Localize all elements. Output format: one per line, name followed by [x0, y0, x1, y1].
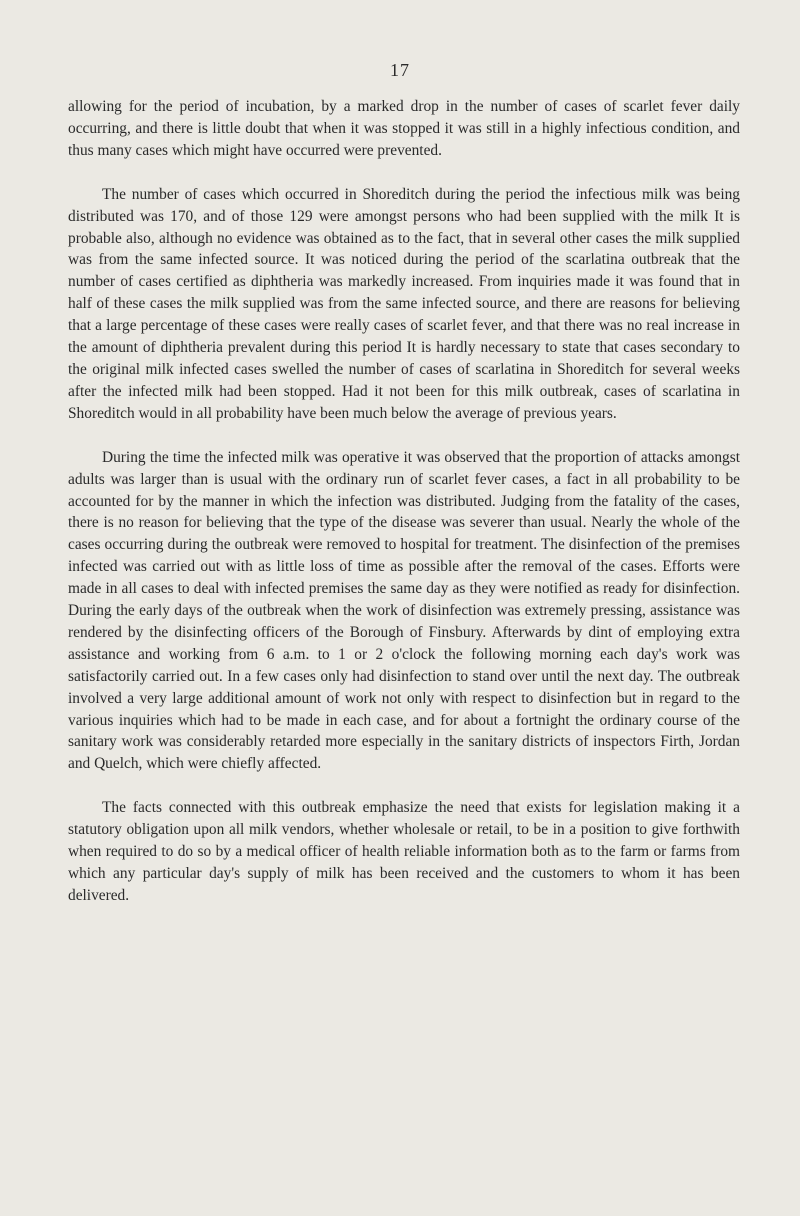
paragraph-legislation: The facts connected with this outbreak emphasize the need that exists for legislation making it a statutory obligation upon all milk vendors, whether wholesale or retail, to be in a position to give forthwith when required to do so by a medical officer of health reliable information both as to the farm or farms from which any particular day's supply of milk has been received and the customers to whom it has been delivered. — [68, 799, 740, 904]
paragraph-incubation: allowing for the period of incubation, by a marked drop in the number of cases of scarlet fever daily occurring, and there is little doubt that when it was stopped it was still in a highly infectious condition, and thus many cases which might have occurred were prevented. — [68, 98, 740, 159]
body-text — [68, 96, 740, 929]
page-number: 17 — [390, 60, 410, 80]
paragraph-shoreditch-cases: The number of cases which occurred in Shoreditch during the period the infectious milk was being distributed was 170, and of those 129 were amongst persons who had been supplied with the milk It is probable also, although no evidence was obtained as to the fact, that in several other cases the milk supplied was from the same infected source. It was noticed during the period of the scarlatina outbreak that the number of cases certified as diphtheria was markedly increased. From inquiries made it was found that in half of these cases the milk supplied was from the same infected source, and there are reasons for believing that a large percentage of these cases were really cases of scarlet fever, and that there was no real increase in the amount of diphtheria prevalent during this period It is hardly necessary to state that cases secondary to the original milk infected cases swelled the number of cases of scarlatina in Shoreditch for several weeks after the infected milk had been stopped. Had it not been for this milk outbreak, cases of scarlatina in Shoreditch would in all probability have been much below the average of previous years. — [68, 185, 740, 422]
paragraph-infection-disinfection: During the time the infected milk was operative it was observed that the proportion of attacks amongst adults was larger than is usual with the ordinary run of scarlet fever cases, a fact in all probability to be accounted for by the manner in which the infection was distributed. Judging from the fatality of the cases, there is no reason for believing that the type of the disease was severer than usual. Nearly the whole of the cases occurring during the outbreak were removed to hospital for treatment. The disinfection of the premises infected was carried out with as little loss of time as possible after the removal of the cases. Efforts were made in all cases to deal with infected premises the same day as they were notified as ready for disinfection. During the early days of the outbreak when the work of disinfection was extremely pressing, assistance was rendered by the disinfecting officers of the Borough of Finsbury. Afterwards by dint of employing extra assistance and working from 6 a.m. to 1 or 2 o'clock the following morning each day's work was satisfactorily carried out. In a few cases only had disinfection to stand over until the next day. The outbreak involved a very large additional amount of work not only with respect to disinfection but in regard to the various inquiries which had to be made in each case, and for about a fortnight the ordinary course of the sanitary work was considerably retarded more especially in the sanitary districts of inspectors Firth, Jordan and Quelch, which were chiefly affected. — [68, 448, 740, 773]
